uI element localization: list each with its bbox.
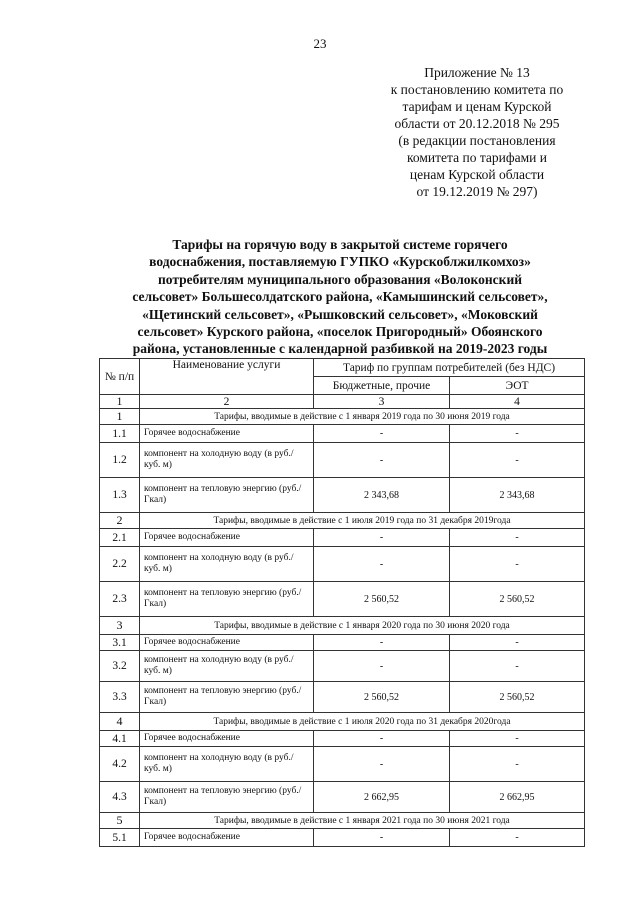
- value-budget: 2 560,52: [314, 682, 450, 713]
- table-row: [100, 682, 585, 713]
- title-line: сельсовет» Курского района, «поселок Пригородный» Обоянского: [137, 324, 543, 340]
- row-number: 4.1: [100, 731, 140, 747]
- row-number: 4.3: [100, 782, 140, 813]
- value-eot: -: [450, 425, 585, 443]
- value-eot: -: [450, 651, 585, 682]
- section-row: [100, 713, 585, 731]
- service-name: компонент на холодную воду (в руб./куб. м): [140, 443, 314, 478]
- section-number: 5: [100, 813, 140, 829]
- header-index-3: 3: [314, 395, 450, 409]
- header-eot: ЭОТ: [450, 377, 585, 395]
- value-budget: 2 560,52: [314, 582, 450, 617]
- table-row: [100, 635, 585, 651]
- appendix-note: [372, 64, 582, 200]
- header-budget-other: Бюджетные, прочие: [314, 377, 450, 395]
- service-name: Горячее водоснабжение: [140, 529, 314, 547]
- tariff-table: [99, 358, 585, 847]
- header-consumer-groups: Тариф по группам потребителей (без НДС): [314, 359, 585, 377]
- header-index-4: 4: [450, 395, 585, 409]
- service-name: компонент на тепловую энергию (руб./Гкал): [140, 478, 314, 513]
- header-num: № п/п: [100, 359, 140, 395]
- value-budget: -: [314, 529, 450, 547]
- page-number: 23: [313, 36, 327, 51]
- row-number: 2.3: [100, 582, 140, 617]
- service-name: Горячее водоснабжение: [140, 425, 314, 443]
- value-eot: 2 560,52: [450, 682, 585, 713]
- value-budget: -: [314, 731, 450, 747]
- title-line: сельсовет» Большесолдатского района, «Камышинский сельсовет»,: [132, 289, 548, 305]
- row-number: 2.1: [100, 529, 140, 547]
- table-row: [100, 731, 585, 747]
- table-row: [100, 829, 585, 847]
- value-eot: -: [450, 829, 585, 847]
- title-line: водоснабжения, поставляемую ГУПКО «Курскоблжилкомхоз»: [149, 254, 531, 270]
- table-row: [100, 425, 585, 443]
- appendix-line: Приложение № 13: [424, 65, 530, 80]
- value-eot: 2 662,95: [450, 782, 585, 813]
- section-title: Тарифы, вводимые в действие с 1 января 2019 года по 30 июня 2019 года: [140, 409, 585, 425]
- section-number: 4: [100, 713, 140, 731]
- section-row: [100, 513, 585, 529]
- section-title: Тарифы, вводимые в действие с 1 января 2020 года по 30 июня 2020 года: [140, 617, 585, 635]
- table-row: [100, 582, 585, 617]
- value-eot: -: [450, 443, 585, 478]
- appendix-line: комитета по тарифами и: [407, 150, 547, 165]
- appendix-line: ценам Курской области: [409, 167, 545, 182]
- service-name: Горячее водоснабжение: [140, 731, 314, 747]
- title-line: потребителям муниципального образования «Волоконский: [157, 271, 522, 287]
- value-eot: 2 560,52: [450, 582, 585, 617]
- value-budget: -: [314, 651, 450, 682]
- value-budget: -: [314, 747, 450, 782]
- service-name: Горячее водоснабжение: [140, 635, 314, 651]
- service-name: компонент на тепловую энергию (руб./Гкал): [140, 782, 314, 813]
- value-eot: -: [450, 529, 585, 547]
- service-name: Горячее водоснабжение: [140, 829, 314, 847]
- service-name: компонент на холодную воду (в руб./куб. м): [140, 651, 314, 682]
- table-row: [100, 529, 585, 547]
- value-budget: -: [314, 425, 450, 443]
- value-budget: -: [314, 829, 450, 847]
- row-number: 2.2: [100, 547, 140, 582]
- row-number: 3.1: [100, 635, 140, 651]
- value-eot: -: [450, 547, 585, 582]
- header-service-name: Наименование услуги: [140, 359, 314, 395]
- appendix-line: (в редакции постановления: [398, 133, 556, 148]
- table-row: [100, 478, 585, 513]
- section-row: [100, 813, 585, 829]
- appendix-line: к постановлению комитета по: [390, 82, 564, 97]
- value-eot: -: [450, 635, 585, 651]
- table-row: [100, 651, 585, 682]
- table-row: [100, 443, 585, 478]
- value-budget: 2 662,95: [314, 782, 450, 813]
- service-name: компонент на холодную воду (в руб./куб. м): [140, 747, 314, 782]
- appendix-line: тарифам и ценам Курской: [402, 99, 552, 114]
- document-title: [90, 236, 590, 358]
- header-index-1: 1: [100, 395, 140, 409]
- header-index-2: 2: [140, 395, 314, 409]
- title-line: «Щетинский сельсовет», «Рышковский сельсовет», «Моковский: [142, 306, 538, 322]
- row-number: 1.2: [100, 443, 140, 478]
- service-name: компонент на тепловую энергию (руб./Гкал): [140, 682, 314, 713]
- appendix-line: области от 20.12.2018 № 295: [394, 116, 560, 131]
- section-number: 3: [100, 617, 140, 635]
- section-title: Тарифы, вводимые в действие с 1 июля 2020 года по 31 декабря 2020года: [140, 713, 585, 731]
- row-number: 3.3: [100, 682, 140, 713]
- table-row: [100, 747, 585, 782]
- title-line: района, установленные с календарной разбивкой на 2019-2023 годы: [132, 341, 548, 357]
- section-title: Тарифы, вводимые в действие с 1 июля 2019 года по 31 декабря 2019года: [140, 513, 585, 529]
- row-number: 3.2: [100, 651, 140, 682]
- section-number: 1: [100, 409, 140, 425]
- service-name: компонент на тепловую энергию (руб./Гкал): [140, 582, 314, 617]
- service-name: компонент на холодную воду (в руб./куб. м): [140, 547, 314, 582]
- appendix-line: от 19.12.2019 № 297): [416, 184, 538, 199]
- row-number: 4.2: [100, 747, 140, 782]
- value-budget: -: [314, 443, 450, 478]
- value-budget: -: [314, 547, 450, 582]
- section-number: 2: [100, 513, 140, 529]
- section-title: Тарифы, вводимые в действие с 1 января 2021 года по 30 июня 2021 года: [140, 813, 585, 829]
- section-row: [100, 617, 585, 635]
- row-number: 5.1: [100, 829, 140, 847]
- value-eot: -: [450, 747, 585, 782]
- section-row: [100, 409, 585, 425]
- value-eot: -: [450, 731, 585, 747]
- table-row: [100, 782, 585, 813]
- title-line: Тарифы на горячую воду в закрытой системе горячего: [172, 237, 508, 252]
- value-eot: 2 343,68: [450, 478, 585, 513]
- row-number: 1.3: [100, 478, 140, 513]
- row-number: 1.1: [100, 425, 140, 443]
- value-budget: 2 343,68: [314, 478, 450, 513]
- table-row: [100, 547, 585, 582]
- value-budget: -: [314, 635, 450, 651]
